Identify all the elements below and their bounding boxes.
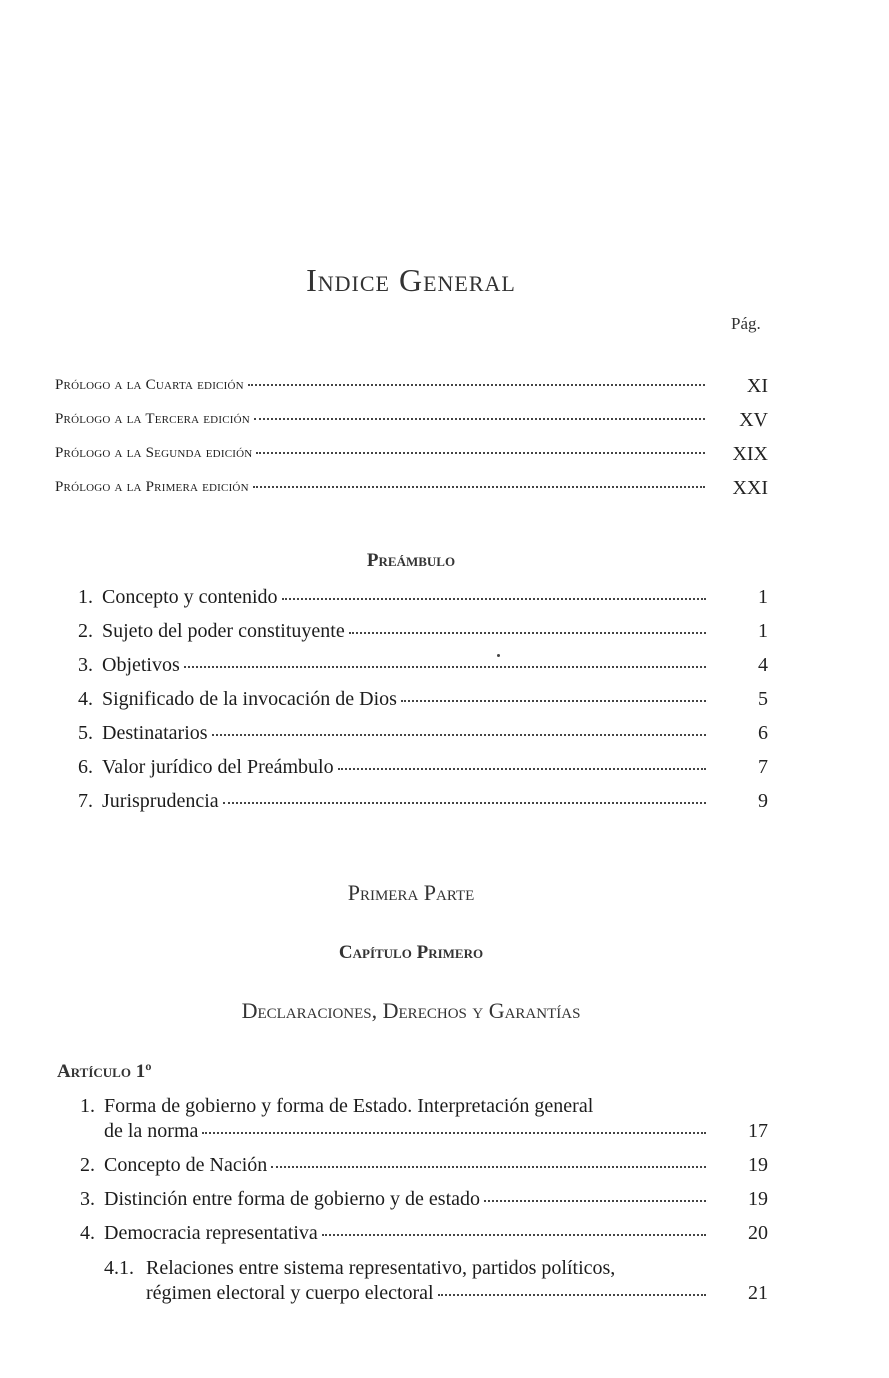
toc-entry-label: Prólogo a la Tercera edición (55, 411, 250, 427)
toc-entry[interactable] (80, 1154, 710, 1177)
toc-entry-label: Significado de la invocación de Dios (102, 688, 397, 710)
toc-page-number: 1 (758, 620, 768, 642)
toc-entry-label: Destinatarios (102, 722, 208, 744)
toc-entry-number: 4. (80, 1222, 95, 1244)
page-title: Indice General (306, 262, 516, 298)
toc-entry-label: Distinción entre forma de gobierno y de estado (104, 1188, 480, 1210)
toc-entry-number: 4.1. (104, 1257, 134, 1279)
toc-entry-number: 6. (78, 756, 93, 778)
dot-leader (349, 632, 706, 634)
toc-entry-number: 1. (78, 586, 93, 608)
toc-entry[interactable] (80, 1188, 710, 1211)
article-heading: Artículo 1º (57, 1061, 152, 1082)
toc-entry-prologue-3[interactable] (55, 411, 709, 428)
toc-entry[interactable] (104, 1257, 615, 1280)
toc-entry[interactable] (78, 722, 710, 745)
dot-leader (438, 1294, 706, 1296)
dot-leader (184, 666, 706, 668)
toc-entry-label: Objetivos (102, 654, 180, 676)
section-heading-preambulo: Preámbulo (366, 550, 456, 571)
toc-entry-continuation[interactable] (146, 1282, 710, 1305)
toc-page-number: 1 (758, 586, 768, 608)
toc-entry-label: de la norma (104, 1120, 199, 1142)
toc-entry-label: Jurisprudencia (102, 790, 219, 812)
dot-leader (282, 598, 706, 600)
toc-page-number: 7 (758, 756, 768, 778)
toc-entry-label: Valor jurídico del Preámbulo (102, 756, 334, 778)
toc-page-number: XV (739, 409, 768, 431)
toc-page-number: 20 (748, 1222, 768, 1244)
toc-entry-continuation[interactable] (104, 1120, 710, 1143)
toc-entry-number: 3. (78, 654, 93, 676)
toc-entry-number: 7. (78, 790, 93, 812)
toc-entry-label: Prólogo a la Segunda edición (55, 445, 253, 461)
toc-entry[interactable] (78, 586, 710, 609)
toc-page-number: 17 (748, 1120, 768, 1142)
dot-leader (271, 1166, 706, 1168)
toc-entry-number: 5. (78, 722, 93, 744)
toc-entry-label: Prólogo a la Cuarta edición (55, 377, 244, 393)
dot-leader (254, 418, 705, 420)
toc-page-number: 19 (748, 1188, 768, 1210)
dot-leader (202, 1132, 706, 1134)
toc-entry-label: Sujeto del poder constituyente (102, 620, 345, 642)
dot-leader (223, 802, 706, 804)
toc-entry-label: Forma de gobierno y forma de Estado. Interpretación general (104, 1095, 594, 1117)
toc-page-number: 5 (758, 688, 768, 710)
toc-entry[interactable] (78, 620, 710, 643)
page-column-label: Pág. (731, 314, 761, 333)
toc-entry-number: 2. (80, 1154, 95, 1176)
part-heading: Primera Parte (347, 880, 475, 905)
toc-entry[interactable] (80, 1095, 593, 1118)
toc-page-number: 19 (748, 1154, 768, 1176)
toc-entry-prologue-2[interactable] (55, 445, 709, 462)
toc-entry-label: Concepto de Nación (104, 1154, 268, 1176)
toc-entry-label: Concepto y contenido (102, 586, 278, 608)
toc-page-number: 9 (758, 790, 768, 812)
dot-leader (248, 384, 705, 386)
toc-entry-label: régimen electoral y cuerpo electoral (146, 1282, 434, 1304)
declarations-heading: Declaraciones, Derechos y Garantías (241, 998, 581, 1023)
dot-leader (212, 734, 706, 736)
dot-leader (401, 700, 706, 702)
toc-entry[interactable] (80, 1222, 710, 1245)
toc-entry-prologue-1[interactable] (55, 479, 709, 496)
toc-entry-number: 2. (78, 620, 93, 642)
print-speck (497, 654, 500, 657)
toc-entry-number: 4. (78, 688, 93, 710)
toc-entry-number: 1. (80, 1095, 95, 1117)
toc-page-number: XIX (732, 443, 768, 465)
toc-page-number: XI (746, 375, 768, 397)
toc-page-number: 21 (748, 1282, 768, 1304)
dot-leader (256, 452, 705, 454)
toc-entry[interactable] (78, 756, 710, 779)
chapter-heading: Capítulo Primero (338, 942, 484, 963)
toc-page-number: 6 (758, 722, 768, 744)
toc-entry-number: 3. (80, 1188, 95, 1210)
dot-leader (322, 1234, 706, 1236)
toc-entry-label: Prólogo a la Primera edición (55, 479, 249, 495)
toc-entry[interactable] (78, 654, 710, 677)
toc-entry[interactable] (78, 688, 710, 711)
toc-entry-prologue-4[interactable] (55, 377, 709, 394)
toc-page-number: XXI (732, 477, 768, 499)
toc-page-number: 4 (758, 654, 768, 676)
dot-leader (484, 1200, 706, 1202)
dot-leader (253, 486, 705, 488)
dot-leader (338, 768, 706, 770)
toc-entry[interactable] (78, 790, 710, 813)
toc-entry-label: Democracia representativa (104, 1222, 318, 1244)
toc-entry-label: Relaciones entre sistema representativo, partidos políticos, (146, 1257, 616, 1279)
